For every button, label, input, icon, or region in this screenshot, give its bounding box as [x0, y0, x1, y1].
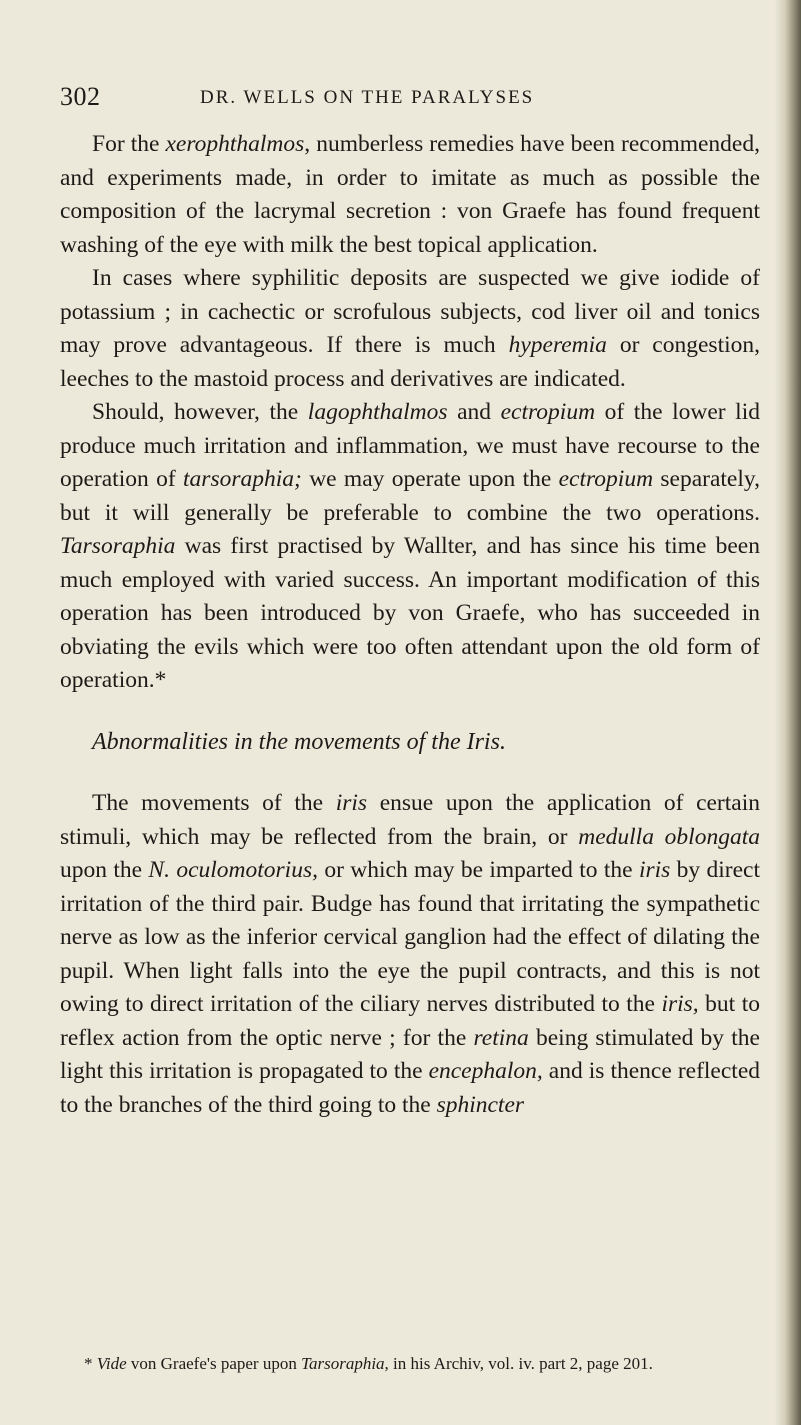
page-edge-shadow	[775, 0, 801, 1425]
text-run: and is thence reflected to the branches of the third going to the	[60, 1058, 761, 1118]
text-run: In cases where syphilitic deposits are suspected we give iodide of potassium ; in cachectic or scrofulous subjects, cod liver oil and tonics may prove advantageous. If there is much	[60, 265, 760, 358]
page-number: 302	[60, 82, 101, 111]
paragraph	[60, 262, 760, 396]
italic-term: encephalon,	[428, 1058, 543, 1084]
section-heading	[60, 698, 760, 788]
text-run: or congestion, leeches to the mastoid process and derivatives are indicated.	[60, 332, 760, 392]
paragraph	[60, 396, 760, 698]
page-header	[60, 82, 760, 118]
italic-term: Vide	[96, 1354, 127, 1373]
body-text	[60, 128, 760, 1122]
text-run: of the lower lid produce much irritation and inflammation, we must have recourse to the operation of	[60, 399, 760, 492]
text-run: by direct irritation of the third pair. Budge has found that irritating the sympathetic nerve as low as the inferior cervical ganglion had the effect of dilating the pupil. When light falls into the eye the pupil contracts, and this is not owing to direct irritation of the ciliary nerves distributed to the	[60, 857, 760, 1017]
italic-term: hyperemia	[508, 332, 607, 358]
text-run: but to reflex action from the optic nerve ; for the	[60, 991, 760, 1051]
italic-term: N. oculomotorius,	[148, 857, 318, 883]
italic-term: Abnormalities in the movements of the Iris.	[92, 728, 506, 755]
text-run: ensue upon the application of certain stimuli, which may be reflected from the brain, or	[60, 790, 760, 850]
italic-term: tarsoraphia;	[183, 466, 302, 492]
italic-term: ectropium	[500, 399, 596, 425]
text-run: The movements of the	[92, 790, 336, 816]
italic-term: xerophthalmos	[165, 131, 305, 157]
text-run: separately, but it will generally be preferable to combine the two operations.	[60, 466, 760, 526]
text-run: upon the	[60, 857, 149, 883]
footnote	[60, 1352, 760, 1376]
text-run: we may operate upon the	[301, 466, 559, 492]
text-run: and	[447, 399, 501, 425]
italic-term: retina	[473, 1024, 529, 1051]
text-run: *	[84, 1354, 97, 1373]
italic-term: iris,	[661, 991, 699, 1017]
text-run: Should, however, the	[92, 399, 308, 425]
text-run: , numberless remedies have been recommended, and experiments made, in order to imitate as much as possible the composition of the lacrymal secretion : von Graefe has found frequent washing of the eye with milk the best topical application.	[60, 131, 760, 258]
italic-term: iris	[638, 857, 671, 883]
italic-term: ectropium	[558, 466, 654, 492]
text-run: von Graefe's paper upon	[126, 1354, 302, 1373]
italic-term: sphincter	[436, 1091, 525, 1118]
italic-term: Tarsoraphia	[60, 533, 176, 559]
italic-term: medulla oblongata	[578, 823, 760, 850]
text-run: For the	[92, 131, 166, 157]
text-run: in his Archiv, vol. iv. part 2, page 201.	[388, 1354, 653, 1373]
paragraph	[60, 787, 760, 1122]
italic-term: Tarsoraphia,	[301, 1354, 389, 1373]
text-run: or which may be imparted to the	[317, 857, 639, 883]
text-run: being stimulated by the light this irritation is propagated to the	[60, 1024, 760, 1084]
italic-term: iris	[335, 790, 368, 816]
paragraph	[60, 128, 760, 262]
running-head: DR. WELLS ON THE PARALYSES	[200, 87, 535, 108]
text-run: was first practised by Wallter, and has since his time been much employed with varied success. An important modification of this operation has been introduced by von Graefe, who has succeeded in obviating the evils which were too often attendant upon the old form of operation.*	[60, 533, 760, 693]
italic-term: lagophthalmos	[307, 399, 448, 425]
